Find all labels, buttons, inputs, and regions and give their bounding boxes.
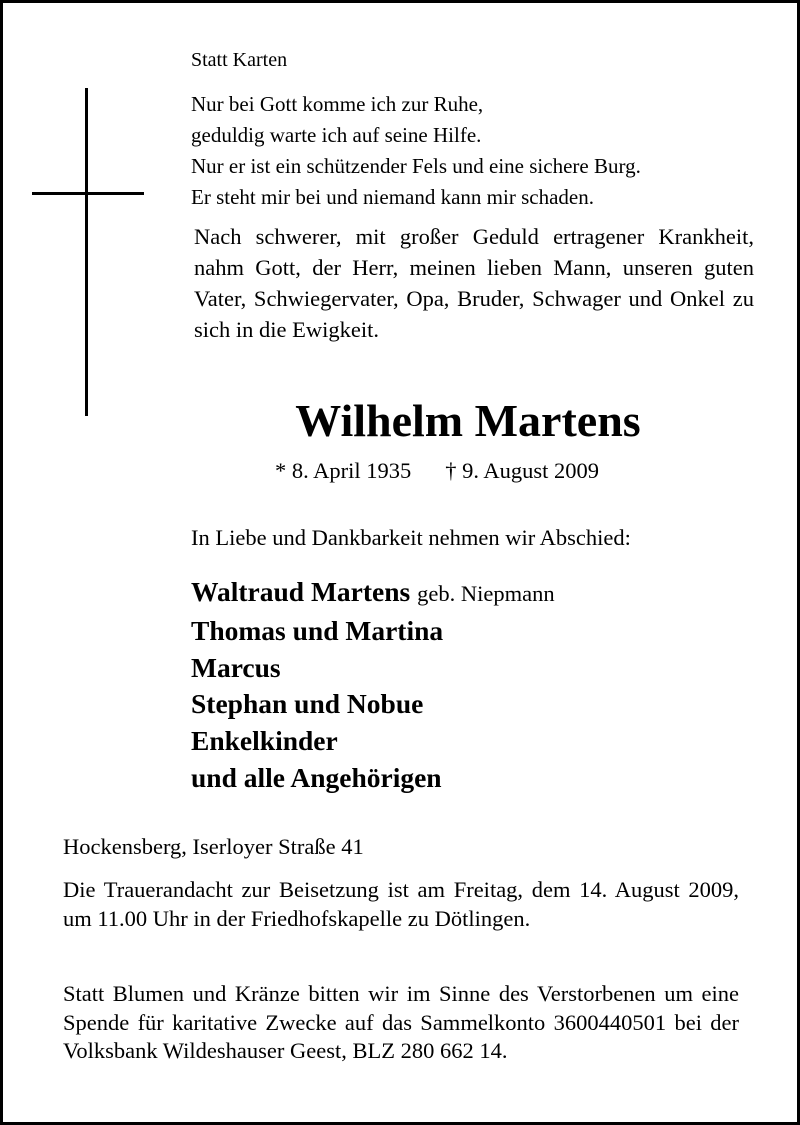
mourner-name: Waltraud Martens xyxy=(191,576,411,607)
donation-request: Statt Blumen und Kränze bitten wir im Sinne des Verstorbenen um eine Spende für karitative Zwecke auf das Sammelkonto 3600440501 bei der Volksbank Wildeshauser Geest, BLZ 280 662 14. xyxy=(63,981,739,1063)
verse-line: geduldig warte ich auf seine Hilfe. xyxy=(191,123,482,147)
farewell-line: In Liebe und Dankbarkeit nehmen wir Abschied: xyxy=(191,525,631,550)
mourner-entry: Thomas und Martina xyxy=(191,614,444,646)
verse-line: Nur er ist ein schützender Fels und eine sichere Burg. xyxy=(191,154,641,178)
mourners-list xyxy=(191,574,555,797)
life-dates xyxy=(275,458,599,484)
mourner-entry: Stephan und Nobue xyxy=(191,688,424,720)
mourner-entry xyxy=(191,574,555,613)
mourner-entry: Enkelkinder xyxy=(191,725,338,757)
statt-karten-label: Statt Karten xyxy=(191,49,288,71)
bible-verse xyxy=(191,89,641,213)
verse-line: Nur bei Gott komme ich zur Ruhe, xyxy=(191,92,484,116)
maiden-name-note: geb. Niepmann xyxy=(417,581,555,606)
mourner-entry: Marcus xyxy=(191,651,281,683)
cross-icon-vertical xyxy=(85,88,88,416)
cross-icon-horizontal xyxy=(32,192,144,195)
birth-date: * 8. April 1935 xyxy=(275,458,412,483)
verse-line: Er steht mir bei und niemand kann mir schaden. xyxy=(191,185,594,209)
death-announcement: Nach schwerer, mit großer Geduld ertragener Krankheit, nahm Gott, der Herr, meinen lieben Mann, unseren guten Vater, Schwiegervater, Opa, Bruder, Schwager und Onkel zu sich in die Ewigkeit. xyxy=(194,224,754,342)
deceased-name: Wilhelm Martens xyxy=(295,395,641,446)
funeral-service-info: Die Trauerandacht zur Beisetzung ist am Freitag, dem 14. August 2009, um 11.00 Uhr in der Friedhofskapelle zu Dötlingen. xyxy=(63,877,739,931)
mourner-entry: und alle Angehörigen xyxy=(191,761,442,793)
family-address: Hockensberg, Iserloyer Straße 41 xyxy=(63,834,364,859)
death-date: † 9. August 2009 xyxy=(445,458,600,483)
